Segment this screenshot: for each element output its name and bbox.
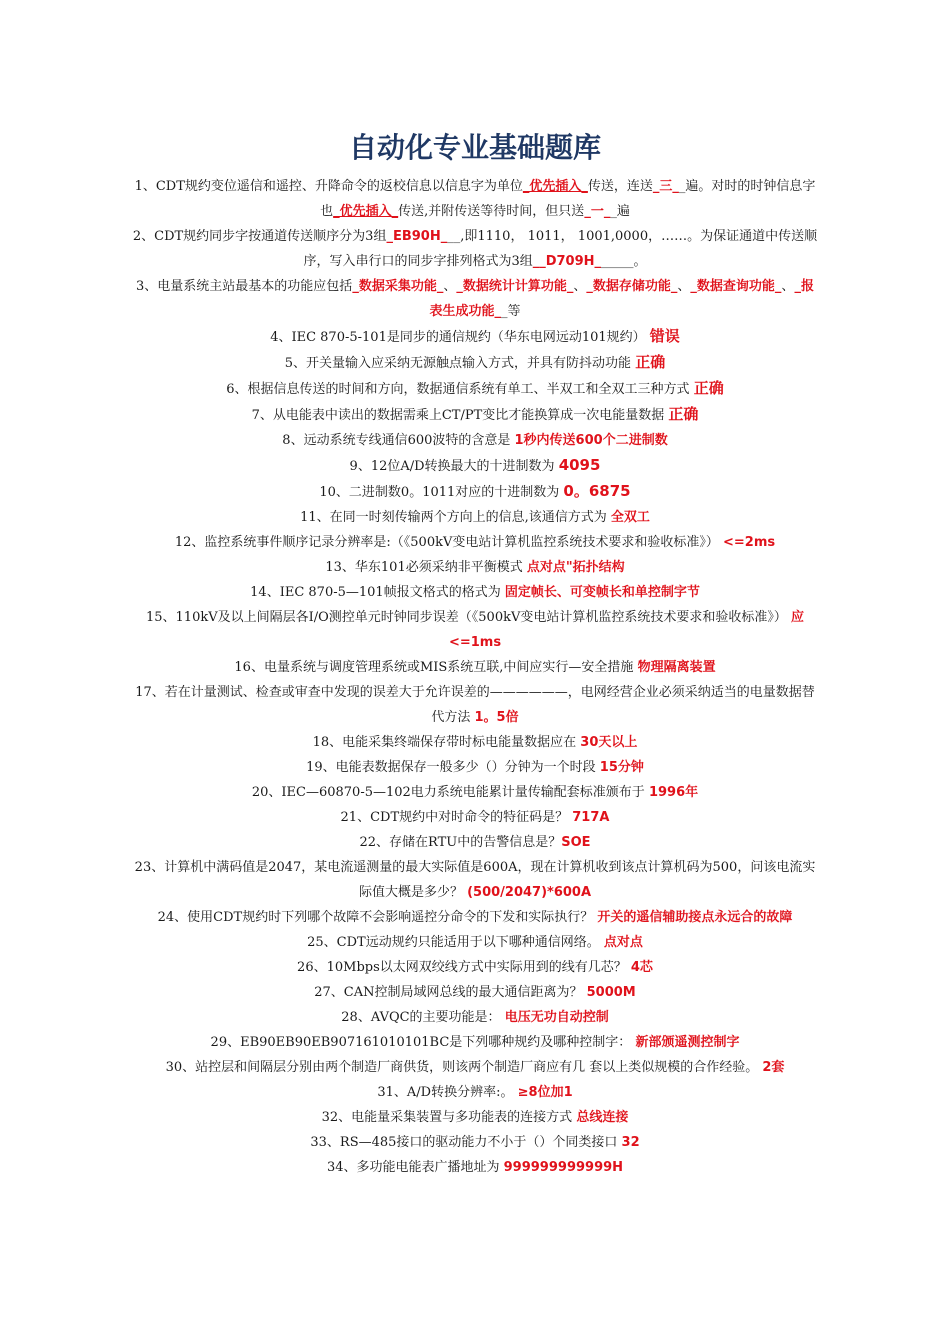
question-text: 17、若在计量测试、检查或审查中发现的误差大于允许误差的——————，电网经营企业必须采纳适当的电量数据替代方法 <box>135 685 815 725</box>
question-item <box>132 324 818 350</box>
question-item <box>132 980 818 1005</box>
answer-text: 全双工 <box>610 510 650 525</box>
question-item <box>132 376 818 402</box>
answer-text: _数据采集功能_ <box>352 279 444 294</box>
answer-text: _优先插入_ <box>333 204 399 219</box>
answer-text: 999999999999H <box>503 1160 624 1175</box>
question-text: _等 <box>501 304 521 319</box>
question-text: 14、IEC 870-5—101帧报文格式的格式为 <box>250 585 505 600</box>
question-item <box>132 755 818 780</box>
question-item <box>132 555 818 580</box>
answer-text: 正确 <box>668 405 699 423</box>
question-text: 15、110kV及以上间隔层各I/O测控单元时钟同步误差（《500kV变电站计算机监控系统技术要求和验收标准》） <box>145 610 791 625</box>
question-item <box>132 402 818 428</box>
question-item <box>132 780 818 805</box>
question-text: 18、电能采集终端保存带时标电能量数据应在 <box>312 735 581 750</box>
question-text: 、 <box>781 279 795 294</box>
question-text: 31、A/D转换分辨率:。 <box>377 1085 518 1100</box>
question-text: 、 <box>677 279 691 294</box>
question-text: 10、二进制数0。1011对应的十进制数为 <box>319 485 564 500</box>
question-item <box>132 730 818 755</box>
question-item <box>132 1055 818 1080</box>
question-text: 7、从电能表中读出的数据需乘上CT/PT变比才能换算成一次电能量数据 <box>251 408 669 423</box>
answer-text: 正确 <box>635 353 666 371</box>
question-text: __,即1110， 1011， 1001,0000，……。为保证通道中传送顺序，写入串行口的同步字排列格式为3组 <box>303 229 818 269</box>
question-item <box>132 680 818 730</box>
question-text: 传送,并附传送等待时间，但只送 <box>398 204 585 219</box>
question-text: 、 <box>573 279 587 294</box>
question-text: 25、CDT远动规约只能适用于以下哪种通信网络。 <box>307 935 604 950</box>
question-item <box>132 428 818 453</box>
question-text: 32、电能量采集装置与多功能表的连接方式 <box>321 1110 577 1125</box>
answer-text: 717A <box>572 810 610 825</box>
answer-text: 电压无功自动控制 <box>504 1010 609 1025</box>
answer-text: _数据查询功能_ <box>690 279 782 294</box>
answer-text: _三_ <box>652 179 679 194</box>
question-text: 28、AVQC的主要功能是： <box>341 1010 505 1025</box>
question-text: _____。 <box>601 254 647 269</box>
question-item <box>132 174 818 224</box>
question-item <box>132 453 818 479</box>
question-item <box>132 1130 818 1155</box>
question-item <box>132 805 818 830</box>
question-item <box>132 1080 818 1105</box>
question-item <box>132 830 818 855</box>
answer-text: _数据统计计算功能_ <box>456 279 574 294</box>
question-item <box>132 1155 818 1180</box>
question-text: 30、站控层和间隔层分别由两个制造厂商供货，则该两个制造厂商应有几 套以上类似规模的合作经验。 <box>165 1060 763 1075</box>
question-item <box>132 855 818 905</box>
question-item <box>132 955 818 980</box>
answer-text: _报表生成功能_ <box>429 279 814 319</box>
question-text: 5、开关量输入应采纳无源触点输入方式，并具有防抖动功能 <box>284 356 636 371</box>
answer-text: 新部颁遥测控制字 <box>635 1035 740 1050</box>
question-item <box>132 905 818 930</box>
question-text: 16、电量系统与调度管理系统或MIS系统互联,中间应实行—安全措施 <box>234 660 638 675</box>
answer-text: 4095 <box>558 456 601 474</box>
answer-text: 30天以上 <box>580 735 638 750</box>
answer-text: SOE <box>561 835 591 850</box>
answer-text: ≥8位加1 <box>517 1085 573 1100</box>
question-text: 20、IEC—60870-5—102电力系统电能累计量传输配套标准颁布于 <box>251 785 649 800</box>
answer-text: 15分钟 <box>599 760 644 775</box>
answer-text: _EB90H_ <box>386 229 448 244</box>
answer-text: 应 <=1ms <box>448 610 805 650</box>
question-text: 8、远动系统专线通信600波特的含意是 <box>282 433 515 448</box>
answer-text: _数据存储功能_ <box>586 279 678 294</box>
question-text: 33、RS—485接口的驱动能力不小于（）个同类接口 <box>310 1135 622 1150</box>
question-text: 34、多功能电能表广播地址为 <box>326 1160 504 1175</box>
answer-text: __D709H_ <box>532 254 602 269</box>
question-text: 、 <box>443 279 457 294</box>
question-item <box>132 350 818 376</box>
question-item <box>132 580 818 605</box>
question-text: 23、计算机中满码值是2047，某电流遥测量的最大实际值是600A，现在计算机收到该点计算机码为500，问该电流实际值大概是多少？ <box>134 860 816 900</box>
question-text: 4、IEC 870-5-101是同步的通信规约（华东电网远动101规约） <box>270 330 650 345</box>
question-item <box>132 1030 818 1055</box>
question-item <box>132 1005 818 1030</box>
answer-text: 1秒内传送600个二进制数 <box>514 433 668 448</box>
question-item <box>132 605 818 655</box>
answer-text: _优先插入_ <box>522 179 588 194</box>
question-item <box>132 655 818 680</box>
question-text: 21、CDT规约中对时命令的特征码是？ <box>340 810 573 825</box>
question-text: 26、10Mbps以太网双绞线方式中实际用到的线有几芯？ <box>297 960 631 975</box>
answer-text: 2套 <box>762 1060 785 1075</box>
question-text: 2、CDT规约同步字按通道传送顺序分为3组 <box>132 229 387 244</box>
question-text: 24、使用CDT规约时下列哪个故障不会影响遥控分命令的下发和实际执行？ <box>157 910 598 925</box>
answer-text: 点对点 <box>603 935 643 950</box>
answer-text: 5000M <box>586 985 636 1000</box>
answer-text: 物理隔离装置 <box>637 660 716 675</box>
question-text: 6、根据信息传送的时间和方向，数据通信系统有单工、半双工和全双工三种方式 <box>226 382 694 397</box>
question-item <box>132 505 818 530</box>
question-text: 12、监控系统事件顺序记录分辨率是:（《500kV变电站计算机监控系统技术要求和验收标准》） <box>174 535 723 550</box>
question-text: 29、EB90EB90EB907161010101BC是下列哪种规约及哪种控制字： <box>210 1035 636 1050</box>
document-title: 自动化专业基础题库 <box>348 131 601 164</box>
question-text: 1、CDT规约变位遥信和遥控、升降命令的返校信息以信息字为单位 <box>134 179 523 194</box>
question-item <box>132 224 818 274</box>
question-text: 3、电量系统主站最基本的功能应包括 <box>136 279 353 294</box>
question-text: 22、存储在RTU中的告警信息是？ <box>359 835 562 850</box>
answer-text: 总线连接 <box>576 1110 629 1125</box>
question-text: _遍。对时的时钟信息字也 <box>320 179 816 219</box>
question-text: 传送，连送 <box>587 179 653 194</box>
answer-text: 点对点"拓扑结构 <box>526 560 625 575</box>
answer-text: 开关的遥信辅助接点永远合的故障 <box>597 910 793 925</box>
answer-text: 32 <box>621 1135 640 1150</box>
answer-text: 正确 <box>693 379 724 397</box>
question-item <box>132 479 818 505</box>
answer-text: _一_ <box>584 204 611 219</box>
answer-text: 错误 <box>649 327 680 345</box>
question-text: _遍 <box>610 204 630 219</box>
question-text: 27、CAN控制局域网总线的最大通信距离为？ <box>314 985 587 1000</box>
question-text: 9、12位A/D转换最大的十进制数为 <box>349 459 559 474</box>
question-item <box>132 1105 818 1130</box>
question-item <box>132 274 818 324</box>
question-item <box>132 930 818 955</box>
question-list <box>132 174 818 1180</box>
answer-text: <=2ms <box>723 535 776 550</box>
answer-text: 1996年 <box>648 785 699 800</box>
question-text: 13、华东101必须采纳非平衡模式 <box>325 560 527 575</box>
answer-text: 1。5倍 <box>474 710 519 725</box>
question-text: 11、在同一时刻传输两个方向上的信息,该通信方式为 <box>300 510 611 525</box>
question-item <box>132 530 818 555</box>
answer-text: (500/2047)*600A <box>467 885 592 900</box>
answer-text: 4芯 <box>630 960 653 975</box>
question-text: 19、电能表数据保存一般多少（）分钟为一个时段 <box>306 760 600 775</box>
answer-text: 固定帧长、可变帧长和单控制字节 <box>504 585 700 600</box>
answer-text: 0。6875 <box>563 482 631 500</box>
